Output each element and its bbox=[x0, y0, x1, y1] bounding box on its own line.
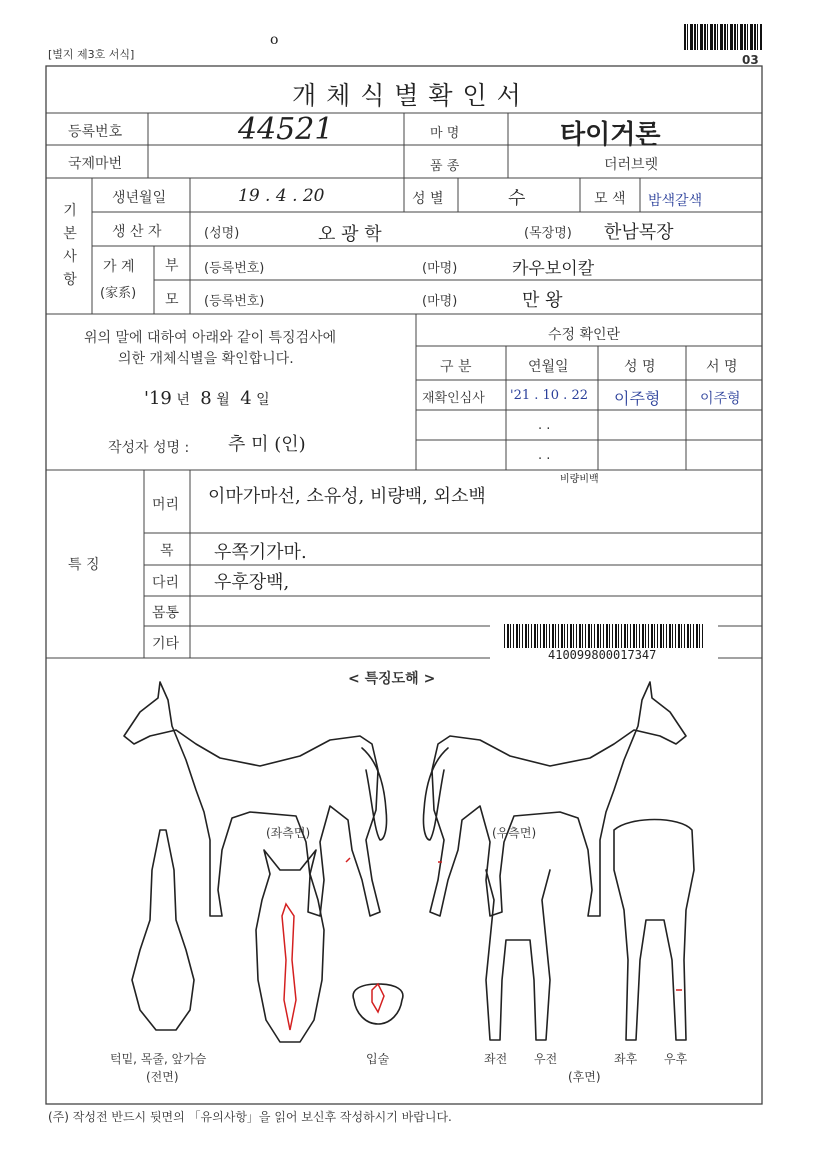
basic-char-2: 본 bbox=[63, 226, 77, 242]
right-hind-label: 우후 bbox=[664, 1052, 688, 1066]
face-blaze-marking bbox=[282, 904, 296, 1030]
leg-value: 우후장백, bbox=[214, 572, 290, 593]
dam-label: 모 bbox=[165, 292, 179, 308]
color-value: 밤색갈색 bbox=[648, 193, 703, 209]
right-tail-icon bbox=[423, 748, 448, 840]
col-name: 성 명 bbox=[624, 359, 656, 375]
left-front-label: 좌전 bbox=[484, 1052, 508, 1066]
date-day-unit: 일 bbox=[256, 392, 270, 408]
page-number: 03 bbox=[742, 53, 759, 67]
basic-char-1: 기 bbox=[63, 203, 77, 219]
sire-reg-label: (등록번호) bbox=[204, 261, 265, 276]
head-front-view bbox=[256, 850, 324, 1042]
features-section-label: 특 징 bbox=[68, 557, 100, 573]
rear-label: (후면) bbox=[568, 1070, 601, 1084]
diagram-title: < 특징도해 > bbox=[348, 671, 436, 687]
birth-label: 생년월일 bbox=[112, 190, 167, 206]
form-number: [별지 제3호 서식] bbox=[48, 48, 135, 61]
sire-name-value: 카우보이칼 bbox=[512, 259, 595, 279]
head-label: 머리 bbox=[152, 497, 180, 513]
leg-label: 다리 bbox=[152, 575, 180, 591]
right-front-label: 우전 bbox=[534, 1052, 558, 1066]
front-legs-view bbox=[486, 870, 550, 1040]
left-side-horse bbox=[124, 682, 380, 916]
front-caption: 턱밑, 목줄, 앞가슴 bbox=[110, 1052, 207, 1066]
producer-name-label: (성명) bbox=[204, 226, 240, 241]
sire-name-label: (마명) bbox=[422, 261, 458, 276]
dam-name-value: 만 왕 bbox=[522, 290, 563, 311]
statement-line-2: 의한 개체식별을 확인합니다. bbox=[118, 351, 294, 367]
date-month-unit: 월 bbox=[216, 392, 230, 408]
producer-label: 생 산 자 bbox=[112, 224, 162, 240]
horse-name-label: 마 명 bbox=[430, 126, 460, 141]
head-value: 이마가마선, 소유성, 비량백, 외소백 bbox=[208, 486, 486, 507]
row1-date: '21 . 10 . 22 bbox=[510, 388, 588, 403]
basic-char-3: 사 bbox=[63, 249, 77, 265]
right-side-horse bbox=[430, 682, 686, 916]
col-type: 구 분 bbox=[440, 359, 472, 375]
breed-value: 더러브렛 bbox=[604, 157, 659, 173]
writer-value: 추 미 (인) bbox=[228, 434, 306, 455]
statement-line-1: 위의 말에 대하여 아래와 같이 특징검사에 bbox=[84, 330, 337, 346]
front-view-horse bbox=[132, 830, 194, 1030]
date-year: '19 bbox=[144, 388, 172, 409]
front-label: (전면) bbox=[146, 1070, 179, 1084]
left-side-label: (좌측면) bbox=[266, 826, 311, 840]
writer-label: 작성자 성명 : bbox=[108, 440, 190, 456]
sex-label: 성 별 bbox=[412, 191, 444, 207]
neck-value: 우쪽기가마. bbox=[214, 542, 307, 563]
col-sign: 서 명 bbox=[706, 359, 738, 375]
circle-mark: o bbox=[270, 32, 279, 48]
lips-view bbox=[353, 984, 403, 1024]
lineage-label: 가 계 bbox=[103, 259, 135, 275]
row3-dots: . . bbox=[538, 448, 551, 463]
row1-sign: 이주형 bbox=[700, 391, 741, 407]
footer-note: (주) 작성전 반드시 뒷면의 「유의사항」을 읽어 보신후 작성하시기 바랍니다. bbox=[48, 1110, 452, 1124]
date-day: 4 bbox=[240, 388, 252, 409]
basic-char-4: 항 bbox=[63, 272, 77, 288]
neck-label: 목 bbox=[160, 543, 174, 559]
dam-name-label: (마명) bbox=[422, 294, 458, 309]
dam-reg-label: (등록번호) bbox=[204, 294, 265, 309]
reg-no-value: 44521 bbox=[238, 112, 334, 147]
right-side-label: (우측면) bbox=[492, 826, 537, 840]
breed-label: 품 종 bbox=[430, 159, 460, 174]
revision-title: 수정 확인란 bbox=[548, 327, 621, 343]
row1-name: 이주형 bbox=[614, 389, 661, 408]
barcode-number: 410099800017347 bbox=[548, 648, 657, 662]
row2-dots: . . bbox=[538, 418, 551, 433]
body-label: 몸통 bbox=[152, 605, 180, 621]
etc-label: 기타 bbox=[152, 636, 180, 652]
row1-type: 재확인심사 bbox=[422, 391, 485, 406]
sire-label: 부 bbox=[165, 258, 179, 274]
lineage-hanja: (家系) bbox=[100, 286, 137, 301]
farm-label: (목장명) bbox=[524, 226, 572, 241]
intl-no-label: 국제마번 bbox=[68, 156, 123, 172]
color-label: 모 색 bbox=[594, 191, 626, 207]
left-tail-icon bbox=[362, 748, 387, 840]
left-leg-marking bbox=[346, 858, 350, 862]
head-insert: 비량비백 bbox=[560, 474, 599, 485]
farm-value: 한남목장 bbox=[604, 222, 674, 243]
producer-name-value: 오 광 학 bbox=[318, 224, 382, 245]
rear-view-horse bbox=[614, 820, 694, 1041]
horse-name-value: 타이거론 bbox=[560, 120, 661, 150]
reg-no-label: 등록번호 bbox=[68, 124, 123, 140]
sex-value: 수 bbox=[508, 188, 526, 209]
lips-marking bbox=[372, 984, 384, 1012]
col-date: 연월일 bbox=[528, 359, 569, 375]
date-month: 8 bbox=[200, 388, 212, 409]
date-year-unit: 년 bbox=[176, 392, 190, 408]
left-hind-label: 좌후 bbox=[614, 1052, 638, 1066]
document-title: 개 체 식 별 확 인 서 bbox=[292, 81, 522, 110]
lips-label: 입술 bbox=[366, 1052, 390, 1066]
birth-value: 19 . 4 . 20 bbox=[238, 186, 325, 206]
